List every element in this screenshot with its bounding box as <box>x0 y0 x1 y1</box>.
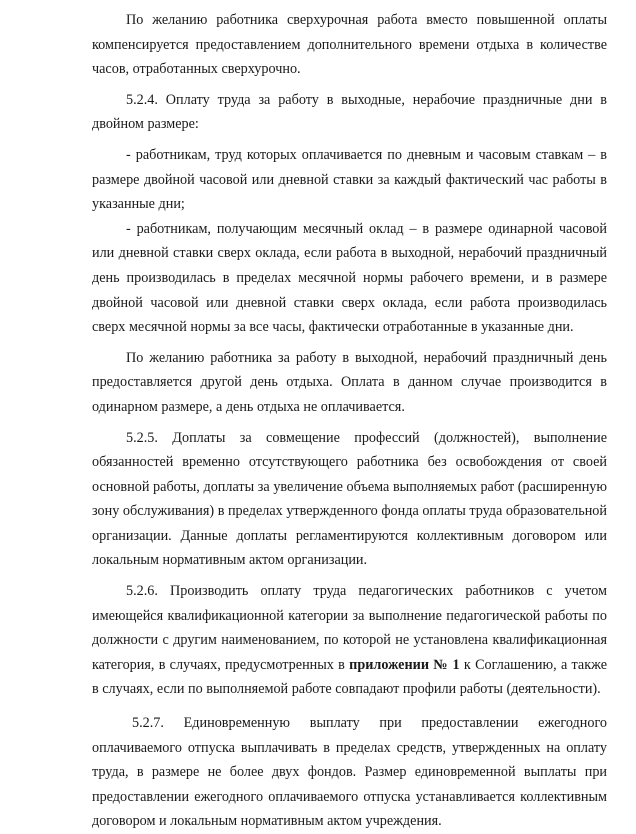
paragraph-5-2-7: 5.2.7. Единовременную выплату при предоставлении ежегодного оплачиваемого отпуска выплачивать в пределах средств, утвержденных на оплату труда, в размере не более двух фондов. Размер единовременной выплаты при предоставлении ежегодного оплачиваемого отпуска устанавливается коллективным договором и локальным нормативным актом учреждения. <box>92 715 607 830</box>
document-body <box>92 8 607 834</box>
paragraph-day-off-option: По желанию работника за работу в выходной, нерабочий праздничный день предоставляется другой день отдыха. Оплата в данном случае производится в одинарном размере, а день отдыха не оплачивается. <box>92 349 607 415</box>
appendix-reference: приложении № 1 <box>349 656 460 673</box>
paragraph-overtime-compensation: По желанию работника сверхурочная работа вместо повышенной оплаты компенсируется предоставлением дополнительного времени отдыха в количестве часов, отработанных сверхурочно. <box>92 12 607 78</box>
paragraph-5-2-6-text-before: 5.2.6. Производить оплату труда педагогических работников с учетом имеющейся квалификационной категории за выполнение педагогической работы по должности с другим наименованием, по которой не установлена квалификационная категория, в случаях, предусмотренных в <box>92 583 607 673</box>
paragraph-hourly-workers: - работникам, труд которых оплачивается по дневным и часовым ставкам – в размере двойной часовой или дневной ставки за каждый фактический час работы в указанные дни; <box>92 146 607 213</box>
paragraph-5-2-6-text-after: к Соглашению, а также в случаях, если по выполняемой работе совпадают профили работы (деятельности). <box>92 656 607 698</box>
paragraph-5-2-6 <box>92 579 607 702</box>
paragraph-5-2-4: 5.2.4. Оплату труда за работу в выходные, нерабочие праздничные дни в двойном размере: <box>92 91 607 133</box>
paragraph-5-2-5: 5.2.5. Доплаты за совмещение профессий (должностей), выполнение обязанностей временно отсутствующего работника без освобождения от своей основной работы, доплаты за увеличение объема выполняемых работ (расширенную зону обслуживания) в пределах утвержденного фонда оплаты труда образовательной организации. Данные доплаты регламентируются коллективным договором или локальным нормативным актом организации. <box>92 429 607 569</box>
paragraph-monthly-salary-workers: - работникам, получающим месячный оклад – в размере одинарной часовой или дневной ставки сверх оклада, если работа в выходной, нерабочий праздничный день производилась в пределах месячной нормы рабочего времени, и в размере двойной часовой или дневной ставки сверх оклада, если работа производилась сверх месячной нормы за все часы, фактически отработанные в указанные дни. <box>92 220 607 336</box>
